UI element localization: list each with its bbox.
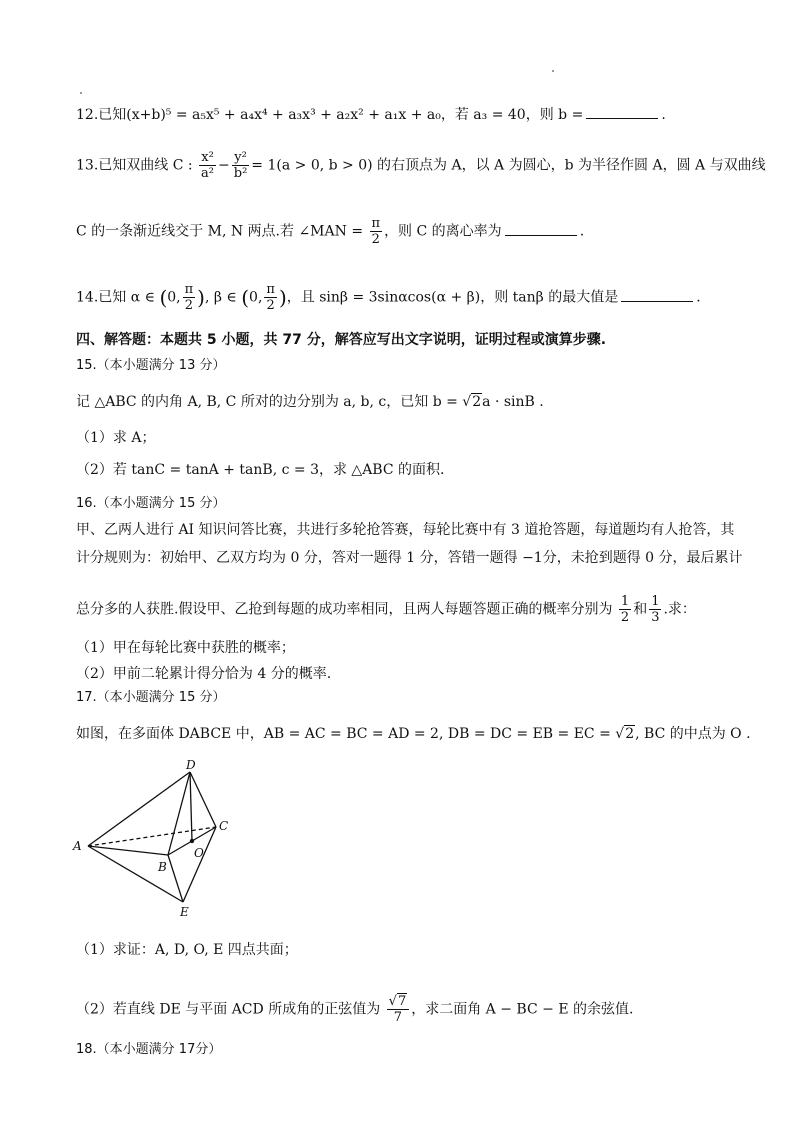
q12-answer-blank[interactable] (586, 104, 658, 119)
q15-heading: 15.（本小题满分 13 分） (76, 358, 226, 373)
q13-text-c: C 的一条渐近线交于 M, N 两点.若 ∠MAN = (76, 223, 364, 240)
q13-text-b: = 1(a > 0, b > 0) 的右顶点为 A，以 A 为圆心，b 为半径作圆 A，圆 A 与双曲线 (251, 157, 766, 174)
q16-heading: 16.（本小题满分 15 分） (76, 496, 226, 511)
question-14: 14.已知 α ∈ (0, $\frac{\pi}{2}$ ), β ∈ (0, $\frac{\pi}{2}$ )，且 sinβ = 3sinαcos(α + β)，则 tanβ 的最大值是 . (76, 282, 701, 313)
q14-fraction-alpha: $\frac{\pi}{2}$ (184, 282, 194, 313)
q15-part-2: （2）若 tanC = tanA + tanB, c = 3，求 △ABC 的面积. (76, 462, 445, 478)
edge-AC-hidden (88, 827, 216, 846)
q17-sqrt: 2 (625, 726, 635, 742)
q15-stem: 记 △ABC 的内角 A, B, C 所对的边分别为 a, b, c，已知 b = √2a · sinB . (76, 394, 544, 410)
q12-text: 12.已知(x+b)⁵ = a₅x⁵ + a₄x⁴ + a₃x³ + a₂x² + a₁x + a₀，若 a₃ = 40，则 b = (76, 107, 584, 123)
label-C: C (219, 819, 229, 833)
q13-answer-blank[interactable] (505, 221, 577, 236)
question-13-line-2 (76, 216, 584, 247)
q13-text-a: 13.已知双曲线 C : (76, 157, 193, 174)
polyhedron-figure (70, 760, 240, 920)
point-O (190, 839, 194, 843)
edge-DB (168, 772, 190, 855)
question-12 (76, 104, 666, 125)
q17-part-1: （1）求证：A, D, O, E 四点共面； (76, 942, 298, 958)
q13-fraction-pi: $\frac{\pi}{2}$ (371, 216, 381, 247)
edge-DO (190, 772, 192, 841)
q17-stem: 如图，在多面体 DABCE 中，AB = AC = BC = AD = 2, DB = DC = EB = EC = √2, BC 的中点为 O . (76, 726, 751, 742)
question-13-line-1: 13.已知双曲线 C : $\frac{\text{x²}}{\text{a²}}$ − $\frac{\text{y²}}{\text{b²}}$ = 1(a > 0, b > 0) 的右顶点为 A，以 A 为圆心，b 为半径作圆 A，圆 A 与双曲线 (76, 150, 766, 181)
section-4-heading: 四、解答题：本题共 5 小题，共 77 分，解答应写出文字说明，证明过程或演算步骤. (76, 332, 607, 348)
edge-CE (183, 827, 216, 902)
q15-part-1: （1）求 A； (76, 430, 156, 446)
q12-end: . (661, 107, 666, 123)
q16-part-1: （1）甲在每轮比赛中获胜的概率； (76, 640, 295, 656)
label-E: E (180, 905, 189, 919)
q14-text-c: ，且 sinβ = 3sinαcos(α + β)，则 tanβ 的最大值是 (286, 289, 619, 306)
label-D: D (186, 760, 196, 772)
q14-fraction-beta: $\frac{\pi}{2}$ (266, 282, 275, 313)
q15-sqrt: 2 (472, 394, 482, 410)
q16-line-3: 总分多的人获胜.假设甲、乙抢到每题的成功率相同，且两人每题答题正确的概率分别为 $\frac{1}{2}$ 和 $\frac{1}{3}$ .求： (76, 594, 696, 625)
label-B: B (158, 860, 167, 874)
q18-heading: 18.（本小题满分 17分） (76, 1042, 222, 1057)
q13-end: . (579, 223, 585, 240)
scan-dot (80, 92, 82, 94)
q13-fraction-x: $\frac{\text{x²}}{\text{a²}}$ (201, 150, 215, 181)
q16-line-2: 计分规则为：初始甲、乙双方均为 0 分，答对一题得 1 分，答错一题得 −1分，未抢到题得 0 分，最后累计 (76, 550, 743, 566)
q14-text-a: 14.已知 α ∈ (76, 289, 155, 306)
q14-text-b: , β ∈ (204, 289, 237, 306)
q16-fraction-third: $\frac{1}{3}$ (651, 594, 660, 625)
q14-answer-blank[interactable] (621, 287, 693, 302)
label-A: A (73, 839, 82, 853)
q13-fraction-y: $\frac{\text{y²}}{\text{b²}}$ (233, 150, 248, 181)
q17-heading: 17.（本小题满分 15 分） (76, 690, 226, 705)
q17-fraction-sqrt7-7: $\frac{√7}{7}$ (387, 994, 410, 1025)
q13-text-d: ，则 C 的离心率为 (384, 223, 502, 240)
scan-dot (552, 70, 554, 72)
q17-part-2: （2）若直线 DE 与平面 ACD 所成角的正弦值为 $\frac{√7}{7}$ ，求二面角 A − BC − E 的余弦值. (76, 994, 634, 1025)
q16-part-2: （2）甲前二轮累计得分恰为 4 分的概率. (76, 666, 332, 682)
edge-DC (190, 772, 216, 827)
label-O: O (194, 846, 204, 860)
q14-end: . (696, 289, 701, 306)
edge-AD (88, 772, 190, 846)
q16-fraction-half: $\frac{1}{2}$ (620, 594, 630, 625)
q16-line-1: 甲、乙两人进行 AI 知识问答比赛，共进行多轮抢答赛，每轮比赛中有 3 道抢答题，每道题均有人抢答，其 (76, 522, 735, 538)
